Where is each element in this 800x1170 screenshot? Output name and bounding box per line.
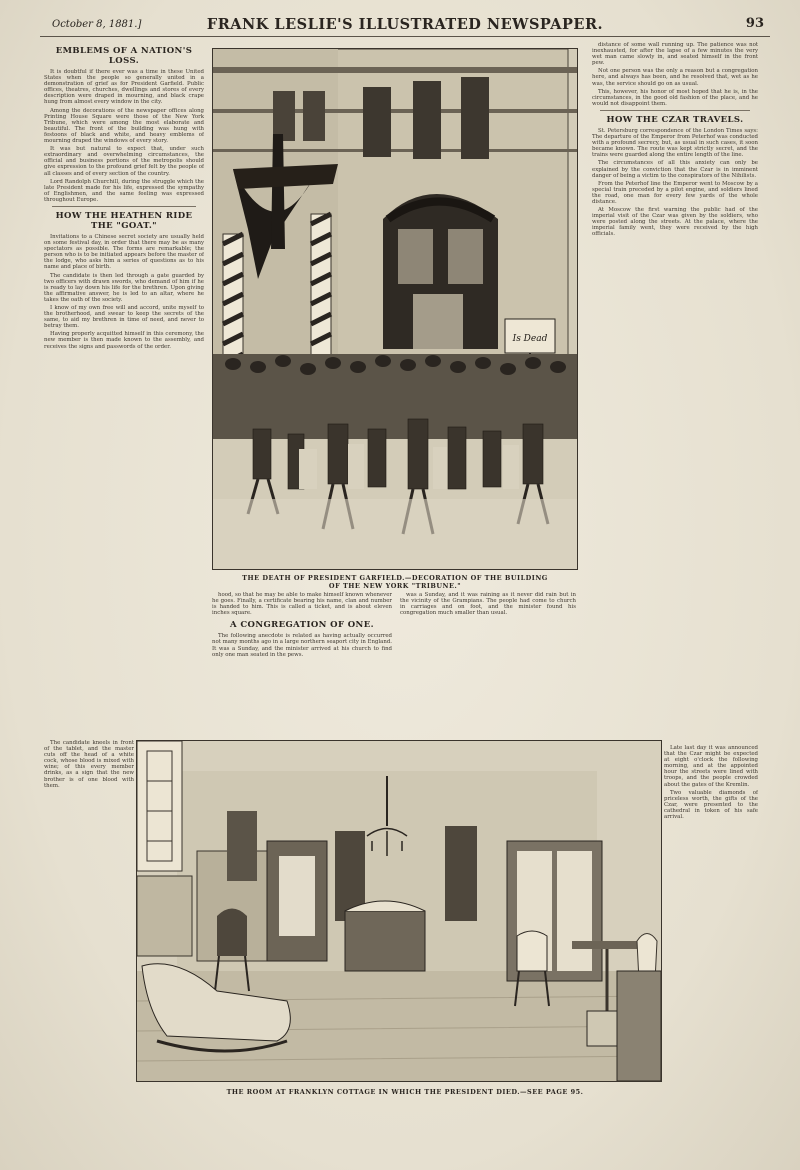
article-paragraph: Invitations to a Chinese secret society are usually held on some festival day, in order that there may be as many spectators as possible. The forms are remarkable; the person who is to be initiated appears before the master of the lodge, who asks him a series of questions as to his name and place of birth. xyxy=(44,233,204,271)
bottom-engraving-caption: THE ROOM AT FRANKLYN COTTAGE IN WHICH THE PRESIDENT DIED.—SEE PAGE 95. xyxy=(226,1088,584,1096)
article-paragraph: I know of my own free will and accord, unite myself to the brotherhood, and swear to keep the secrets of the same, to aid my brethren in time of need, and never to betray them. xyxy=(44,305,204,330)
article-paragraph: The following anecdote is related as having actually occurred not many months ago in a large northern seaport city in England. It was a Sunday, and the minister arrived at his church to find only one man seated in the pews. xyxy=(212,633,392,658)
right-column-lower xyxy=(664,745,758,1115)
tribune-building-engraving xyxy=(212,48,578,570)
article-paragraph: It was but natural to expect that, under such extraordinary and overwhelming circumstances, the official and business portions of the metropolis should give expression to the profound grief felt by the people of all classes and of every section of the country. xyxy=(44,146,204,177)
right-column xyxy=(592,42,758,742)
article-paragraph: Having properly acquitted himself in this ceremony, the new member is then made known to the assembly, and receives the signs and passwords of the order. xyxy=(44,331,204,350)
article-paragraph: At Moscow the first warning the public had of the imperial visit of the Czar was given by the soldiers, who were posted along the streets. At the palace, where the imperial family went, they were received by the high officials. xyxy=(592,207,758,238)
article-paragraph: Two valuable diamonds of priceless worth, the gifts of the Czar, were presented to the cathedral in token of his safe arrival. xyxy=(664,789,758,821)
article-paragraph: The candidate is then led through a gate guarded by two officers with drawn swords, who demand of him if he is ready to lay down his life for the brethren. Upon giving the affirmative answer, he is led to an altar, where he takes the oath of the society. xyxy=(44,272,204,303)
article-heading-congregation: A CONGREGATION OF ONE. xyxy=(230,620,374,631)
article-paragraph: Not one person was the only a reason but a congregation here, and always has been, and he resolved that, wet as he was, the service should go on as usual. xyxy=(592,68,758,87)
left-column xyxy=(44,42,204,732)
masthead xyxy=(40,14,770,37)
newspaper-title: FRANK LESLIE'S ILLUSTRATED NEWSPAPER. xyxy=(206,16,604,33)
column-rule xyxy=(52,206,196,207)
column-rule xyxy=(600,110,750,111)
top-engraving-caption: THE DEATH OF PRESIDENT GARFIELD.—DECORATION OF THE BUILDING OF THE NEW YORK "TRIBUNE." xyxy=(242,574,548,590)
article-paragraph: Lord Randolph Churchill, during the struggle which the late President made for his life, expressed the sympathy of Englishmen, and the same feeling was expressed throughout Europe. xyxy=(44,178,204,203)
article-paragraph: hood, so that he may be able to make himself known whenever he goes. Finally, a certificate bearing his name, clan and number is handed to him. This is called a ticket, and is about eleven inches square. xyxy=(212,592,392,617)
article-heading-heathen: HOW THE HEATHEN RIDE THE "GOAT." xyxy=(55,210,193,231)
article-paragraph: The circumstances of all this anxiety can only be explained by the conviction that the Czar is in imminent danger of being a victim to the conspirators of the Nihilists. xyxy=(592,160,758,179)
page-number: 93 xyxy=(745,16,764,31)
article-paragraph: This, however, his honor of most hoped that he is, in the circumstances, in the good old fashion of the place, and he would not disappoint them. xyxy=(592,88,758,107)
article-paragraph: It is doubtful if there ever was a time in these United States when the people so generally united in a demonstration of grief as for President Garfield. Public offices, theatres, churches, dwellings and stores of every description were draped in mourning, and black crape hung from almost every window in the city. xyxy=(44,69,204,106)
tribune-building-illustration xyxy=(213,49,577,569)
article-heading-emblems: EMBLEMS OF A NATION'S LOSS. xyxy=(55,46,193,66)
issue-date: October 8, 1881.] xyxy=(52,19,142,30)
cottage-room-illustration xyxy=(137,741,661,1081)
left-column-lower xyxy=(44,740,134,1120)
middle-text-band-left xyxy=(212,592,392,727)
article-paragraph: Late last day it was announced that the Czar might be expected at eight o'clock the following morning, and at the appointed hour the streets were lined with troops, and the people crowded about the gates of the Kremlin. xyxy=(664,745,758,788)
article-paragraph: distance of some wall running up. The patience was not inexhausted, for after the lapse of a few minutes the very wet man came slowly in, and seated himself in the front pew. xyxy=(592,42,758,67)
article-paragraph: Among the decorations of the newspaper offices along Printing House Square were those of the New York Tribune, which were among the most elaborate and beautiful. The front of the building was hung with festoons of black and white, and heavy emblems of mourning draped the windows of every story. xyxy=(44,107,204,145)
bulletin-sign-text: Is Dead xyxy=(512,334,548,344)
middle-text-band-right xyxy=(400,592,576,727)
article-paragraph: The candidate kneels in front of the tablet, and the master cuts off the head of a white cock, whose blood is mixed with wine; of this every member drinks, as a sign that the new brother is of one blood with them. xyxy=(44,740,134,789)
article-paragraph: St. Petersburg correspondence of the London Times says: The departure of the Emperor from Peterhof was conducted with a profound secrecy, but, as usual in such cases, it soon became known. The route was kept strictly secret, and the trains were guarded along the entire length of the line. xyxy=(592,127,758,159)
franklyn-cottage-room-engraving xyxy=(136,740,662,1082)
article-paragraph: was a Sunday, and it was raining as it never did rain but in the vicinity of the Grampians. The people had come to church in carriages and on foot, and the minister found his congregation much smaller than usual. xyxy=(400,592,576,617)
article-heading-czar: HOW THE CZAR TRAVELS. xyxy=(606,114,744,125)
article-paragraph: From the Peterhof line the Emperor went to Moscow by a special train preceded by a pilot engine, and soldiers lined the road, one man for every few yards of the whole distance. xyxy=(592,180,758,205)
